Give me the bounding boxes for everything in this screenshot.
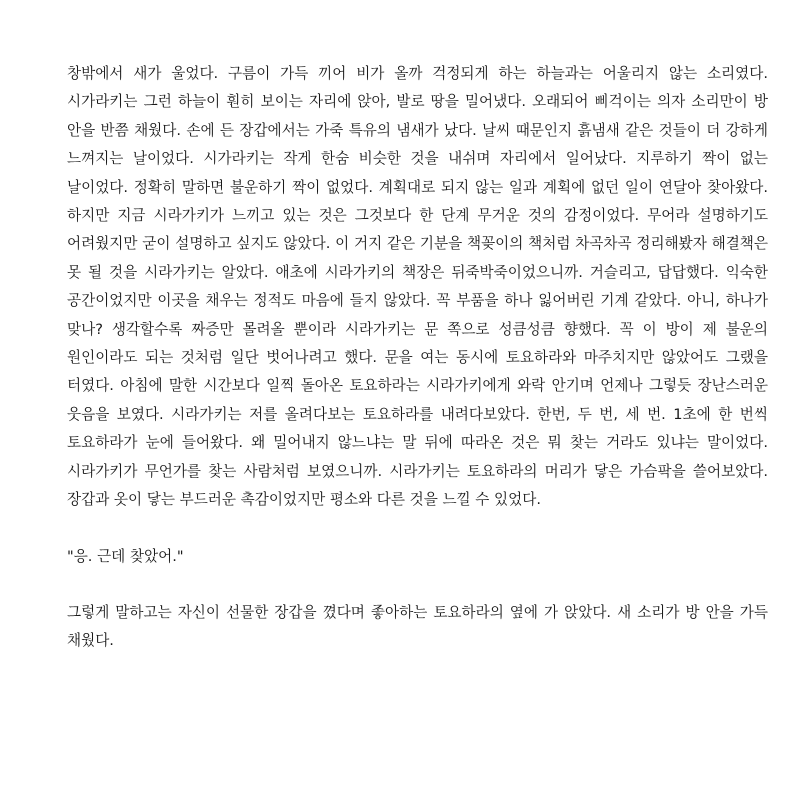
paragraph-gap bbox=[67, 571, 768, 599]
paragraph-dialogue: "응. 근데 찾았어." bbox=[67, 547, 184, 565]
paragraph-closing: 그렇게 말하고는 자신이 선물한 장갑을 꼈다며 좋아하는 토요하라의 옆에 가 앉았다. 새 소리가 방 안을 가득 채웠다. bbox=[67, 603, 768, 650]
document-body bbox=[67, 60, 768, 656]
paragraph-gap bbox=[67, 515, 768, 543]
paragraph-narrative: 창밖에서 새가 울었다. 구름이 가득 끼어 비가 올까 걱정되게 하는 하늘과는 어울리지 않는 소리였다. 시가라키는 그런 하늘이 훤히 보이는 자리에 앉아, 발로 땅을 밀어냈다. 오래되어 삐걱이는 의자 소리만이 방 안을 반쯤 채웠다. 손에 든 장갑에서는 가죽 특유의 냄새가 났다. 날씨 때문인지 흙냄새 같은 것들이 더 강하게 느껴지는 날이었다. 시가라키는 작게 한숨 비슷한 것을 내쉬며 자리에서 일어났다. 지루하기 짝이 없는 날이었다. 정확히 말하면 불운하기 짝이 없었다. 계획대로 되지 않는 일과 계획에 없던 일이 연달아 찾아왔다. 하지만 지금 시라가키가 느끼고 있는 것은 그것보다 한 단계 무거운 것의 감정이었다. 무어라 설명하기도 어려웠지만 굳이 설명하고 싶지도 않았다. 이 거지 같은 기분을 책꽂이의 책처럼 차곡차곡 정리해봤자 해결책은 못 될 것을 시라가키는 알았다. 애초에 시라가키의 책장은 뒤죽박죽이었으니까. 거슬리고, 답답했다. 익숙한 공간이었지만 이곳을 채우는 정적도 마음에 들지 않았다. 꼭 부품을 하나 잃어버린 기계 같았다. 아니, 하나가 맞나? 생각할수록 짜증만 몰려올 뿐이라 시라가키는 문 쪽으로 성큼성큼 향했다. 꼭 이 방이 제 불운의 원인이라도 되는 것처럼 일단 벗어나려고 했다. 문을 여는 동시에 토요하라와 마주치지만 않았어도 그랬을 터였다. 아침에 말한 시간보다 일찍 돌아온 토요하라는 시라가키에게 와락 안기며 언제나 그렇듯 장난스러운 웃음을 보였다. 시라가키는 저를 올려다보는 토요하라를 내려다보았다. 한번, 두 번, 세 번. 1초에 한 번씩 토요하라가 눈에 들어왔다. 왜 밀어내지 않느냐는 말 뒤에 따라온 것은 뭐 찾는 거라도 있냐는 말이었다. 시라가키가 무언가를 찾는 사람처럼 보였으니까. 시라가키는 토요하라의 머리가 닿은 가슴팍을 쓸어보았다. 장갑과 옷이 닿는 부드러운 촉감이었지만 평소와 다른 것을 느낄 수 있었다. bbox=[67, 65, 768, 509]
